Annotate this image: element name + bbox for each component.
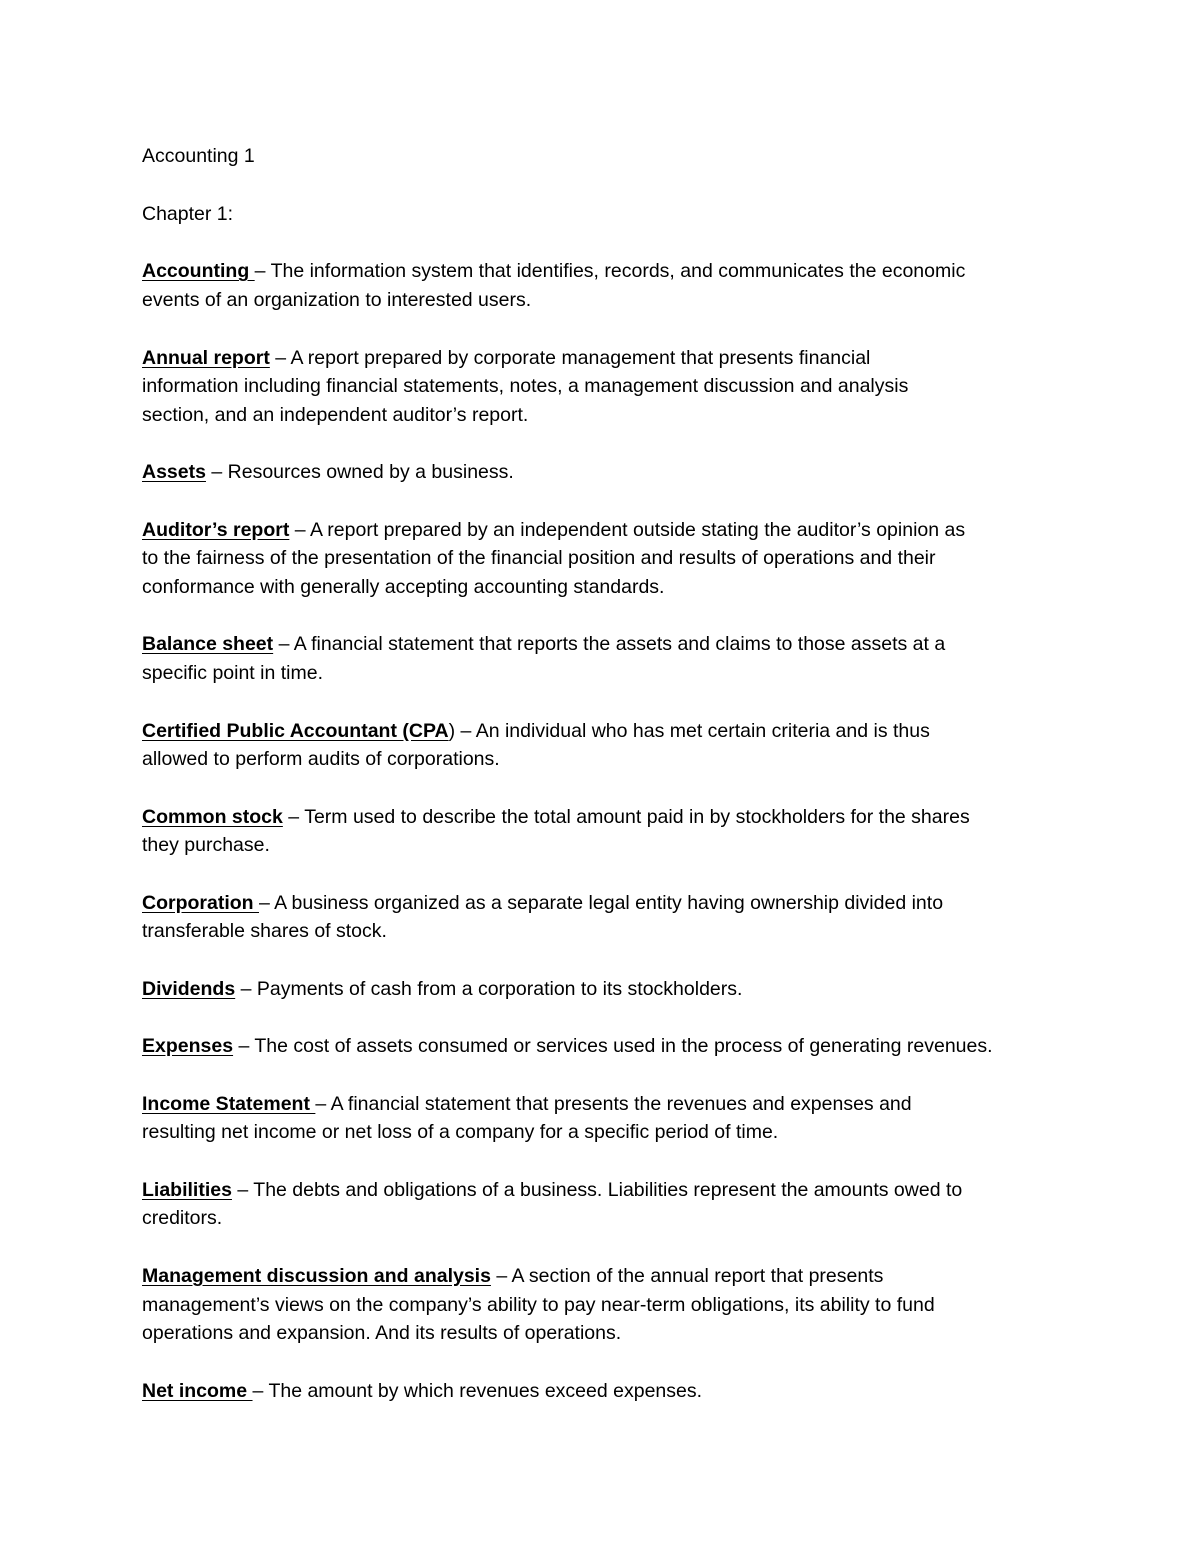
glossary-term: Net income	[142, 1379, 253, 1402]
glossary-term: Certified Public Accountant (CPA	[142, 719, 449, 742]
chapter-heading: Chapter 1:	[142, 202, 234, 225]
glossary-entry-auditors-report	[142, 516, 1062, 602]
glossary-definition-line: they purchase.	[142, 834, 270, 857]
glossary-definition-line: – A report prepared by an independent outside stating the auditor’s opinion as	[289, 518, 966, 541]
glossary-entry-corporation	[142, 889, 1062, 946]
glossary-definition-line: – The debts and obligations of a business. Liabilities represent the amounts owed to	[231, 1178, 963, 1201]
glossary-entry-common-stock	[142, 803, 1062, 860]
glossary-entry-management-discussion	[142, 1262, 1062, 1348]
glossary-entry-balance-sheet	[142, 630, 1062, 687]
glossary-term: Management discussion and analysis	[142, 1264, 491, 1287]
glossary-definition-line: allowed to perform audits of corporations.	[142, 748, 500, 771]
glossary-entry-cpa	[142, 717, 1062, 774]
glossary-definition-line: – A financial statement that reports the assets and claims to those assets at a	[273, 633, 946, 656]
glossary-definition-line: – Term used to describe the total amount paid in by stockholders for the shares	[282, 805, 970, 828]
glossary-definition-line: – The amount by which revenues exceed expenses.	[252, 1379, 703, 1402]
glossary-entry-expenses	[142, 1032, 1062, 1061]
glossary-list	[142, 257, 1062, 1405]
glossary-term: Corporation	[142, 891, 259, 914]
glossary-term: Income Statement	[142, 1092, 316, 1115]
glossary-entry-dividends	[142, 975, 1062, 1004]
glossary-definition-line: operations and expansion. And its results of operations.	[142, 1322, 622, 1345]
glossary-definition-line: events of an organization to interested users.	[142, 289, 532, 312]
glossary-term: Balance sheet	[142, 633, 274, 656]
glossary-definition-line: – The information system that identifies, records, and communicates the economic	[254, 260, 966, 283]
glossary-definition-line: transferable shares of stock.	[142, 920, 387, 943]
glossary-definition-line: – A financial statement that presents the revenues and expenses and	[315, 1092, 912, 1115]
glossary-definition-line: – Resources owned by a business.	[205, 461, 514, 484]
glossary-definition-line: – A section of the annual report that presents	[490, 1264, 884, 1287]
glossary-term: Auditor’s report	[142, 518, 290, 541]
glossary-entry-liabilities	[142, 1176, 1062, 1233]
glossary-definition-line: resulting net income or net loss of a company for a specific period of time.	[142, 1121, 779, 1144]
glossary-definition-line: to the fairness of the presentation of the financial position and results of operations and their	[142, 547, 936, 570]
glossary-definition-line: – A business organized as a separate legal entity having ownership divided into	[259, 891, 944, 914]
glossary-term: Expenses	[142, 1035, 234, 1058]
glossary-definition-line: section, and an independent auditor’s report.	[142, 403, 529, 426]
glossary-entry-assets	[142, 458, 1062, 487]
glossary-definition-line: information including financial statements, notes, a management discussion and analysis	[142, 375, 909, 398]
glossary-term: Accounting	[142, 260, 255, 283]
glossary-definition-line: – A report prepared by corporate management that presents financial	[269, 346, 871, 369]
glossary-definition-line: management’s views on the company’s ability to pay near-term obligations, its ability to fund	[142, 1293, 935, 1316]
glossary-definition-line: – The cost of assets consumed or services used in the process of generating revenues.	[233, 1035, 993, 1058]
document-title: Accounting 1	[142, 145, 255, 167]
glossary-term: Common stock	[142, 805, 283, 828]
glossary-entry-net-income	[142, 1377, 1062, 1406]
glossary-entry-income-statement	[142, 1090, 1062, 1147]
glossary-definition-line: – Payments of cash from a corporation to its stockholders.	[235, 977, 743, 1000]
glossary-term: Dividends	[142, 977, 236, 1000]
glossary-term: Liabilities	[142, 1178, 232, 1201]
glossary-definition-line: creditors.	[142, 1207, 223, 1230]
glossary-definition-line: specific point in time.	[142, 662, 323, 685]
glossary-definition-line: ) – An individual who has met certain criteria and is thus	[448, 719, 930, 742]
document-page	[142, 142, 1062, 1434]
glossary-entry-annual-report	[142, 344, 1062, 430]
glossary-definition-line: conformance with generally accepting accounting standards.	[142, 576, 665, 599]
glossary-entry-accounting	[142, 257, 1062, 314]
glossary-term: Annual report	[142, 346, 270, 369]
glossary-term: Assets	[142, 461, 206, 484]
